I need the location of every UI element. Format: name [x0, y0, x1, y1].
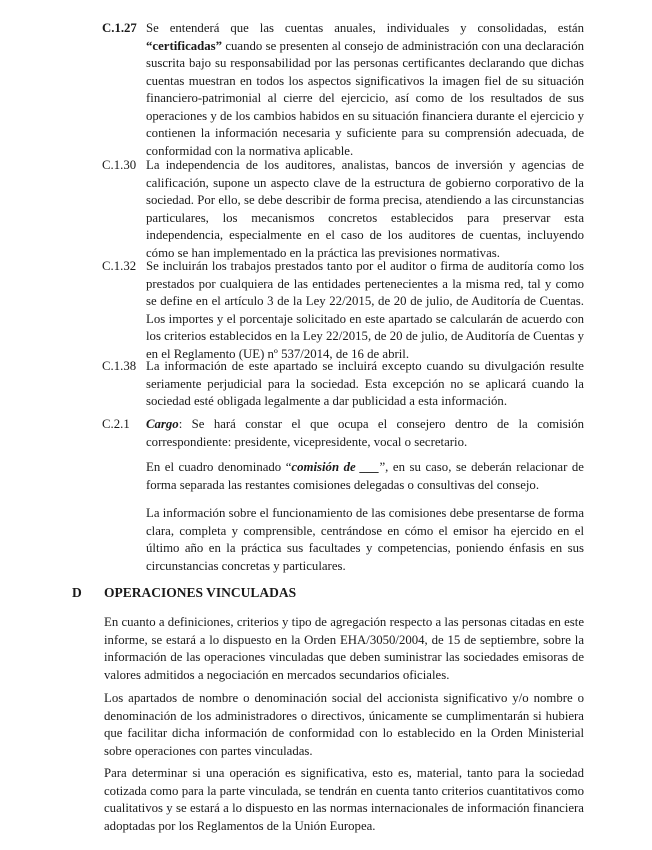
section-title: OPERACIONES VINCULADAS — [104, 585, 297, 600]
item-text: La independencia de los auditores, analistas, bancos de inversión y agencias de calificación, supone un aspecto clave de la estructura de gobierno corporativo de la sociedad. Por ello, se debe describir de forma precisa, atendiendo a las circunstancias particulares, los mecanismos concretos establecidos para preservar esta independencia, especialmente en el caso de los auditores de cuentas, incluyendo cómo se han implementado en la práctica las previsiones normativas. — [146, 158, 584, 260]
c21-paragraph-3: La información sobre el funcionamiento de las comisiones debe presentarse de forma clara, completa y comprensible, centrándose en cómo el emisor ha ejercido en el último año en la práctica sus facultades y competencias, poniendo énfasis en sus circunstancias concretas y particulares. — [146, 506, 584, 573]
item-c-1-32 — [104, 258, 584, 363]
section-paragraph: Para determinar si una operación es significativa, esto es, material, tanto para la sociedad cotizada como para la parte vinculada, se tendrán en cuenta tanto criterios cuantitativos como cualitativos y se estará a lo dispuesto en las normas internacionales de información financiera adoptadas por los Reglamentos de la Unión Europea. — [104, 766, 584, 833]
section-letter: D — [72, 585, 82, 600]
item-c-1-30 — [104, 157, 584, 262]
item-text: Se incluirán los trabajos prestados tanto por el auditor o firma de auditoría como los prestados por cualquiera de las entidades pertenecientes a la misma red, tal y como se define en el artículo 3 de la Ley 22/2015, de 20 de julio, de Auditoría de Cuentas. Los importes y el porcentaje solicitado en este apartado se calcularán de acuerdo con los criterios establecidos en la Ley 22/2015, de 20 de julio, de Auditoría de Cuentas y en el Reglamento (UE) nº 537/2014, de 16 de abril. — [146, 259, 584, 361]
item-number: C.2.1 — [102, 417, 130, 431]
item-c-1-38 — [104, 358, 584, 411]
section-paragraph: Los apartados de nombre o denominación social del accionista significativo y/o nombre o denominación de los administradores o directivos, únicamente se cumplimentarán si hubiera que facilitar dicha información de conformidad con lo establecido en la Orden Ministerial sobre operaciones con partes vinculadas. — [104, 691, 584, 758]
item-number: C.1.27 — [102, 21, 137, 35]
cargo-label: Cargo — [146, 417, 179, 431]
bold-term: “certificadas” — [146, 38, 223, 53]
item-text: Se entenderá que las cuentas anuales, individuales y consolidadas, están “certificadas” cuando se presenten al consejo de administración con una declaración suscrita bajo su responsabilidad por las personas certificantes declarando que dichas cuentas muestran en todos los aspectos significativos la imagen fiel de su situación financiero-patrimonial al cierre del ejercicio, así como de los resultados de sus operaciones y de los cambios habidos en su situación financiera durante el ejercicio y contienen la información necesaria y suficiente para su comprensión adecuada, de conformidad con la normativa aplicable. — [146, 21, 584, 158]
section-paragraph: En cuanto a definiciones, criterios y tipo de agregación respecto a las personas citadas en este informe, se estará a lo dispuesto en la Orden EHA/3050/2004, de 15 de septiembre, sobre la información de las operaciones vinculadas que deben suministrar las sociedades emisoras de valores admitidos a negociación en mercados secundarios oficiales. — [104, 615, 584, 682]
item-number: C.1.30 — [102, 158, 137, 172]
item-text: Cargo: Se hará constar el que ocupa el consejero dentro de la comisión correspondiente: presidente, vicepresidente, vocal o secretario. — [146, 417, 584, 449]
item-text: La información de este apartado se incluirá excepto cuando su divulgación resulte seriamente perjudicial para la sociedad. Esta excepción no se aplicará cuando la sociedad esté obligada legalmente a dar publicidad a esta información. — [146, 359, 584, 408]
item-c-1-27 — [104, 20, 584, 160]
item-c-2-1 — [104, 416, 584, 451]
comision-label: comisión de ___ — [291, 460, 380, 474]
item-number: C.1.38 — [102, 359, 137, 373]
c21-paragraph-2: En el cuadro denominado “comisión de ___”, en su caso, se deberán relacionar de forma separada las restantes comisiones delegadas o consultivas del consejo. — [146, 460, 584, 492]
item-number: C.1.32 — [102, 259, 137, 273]
